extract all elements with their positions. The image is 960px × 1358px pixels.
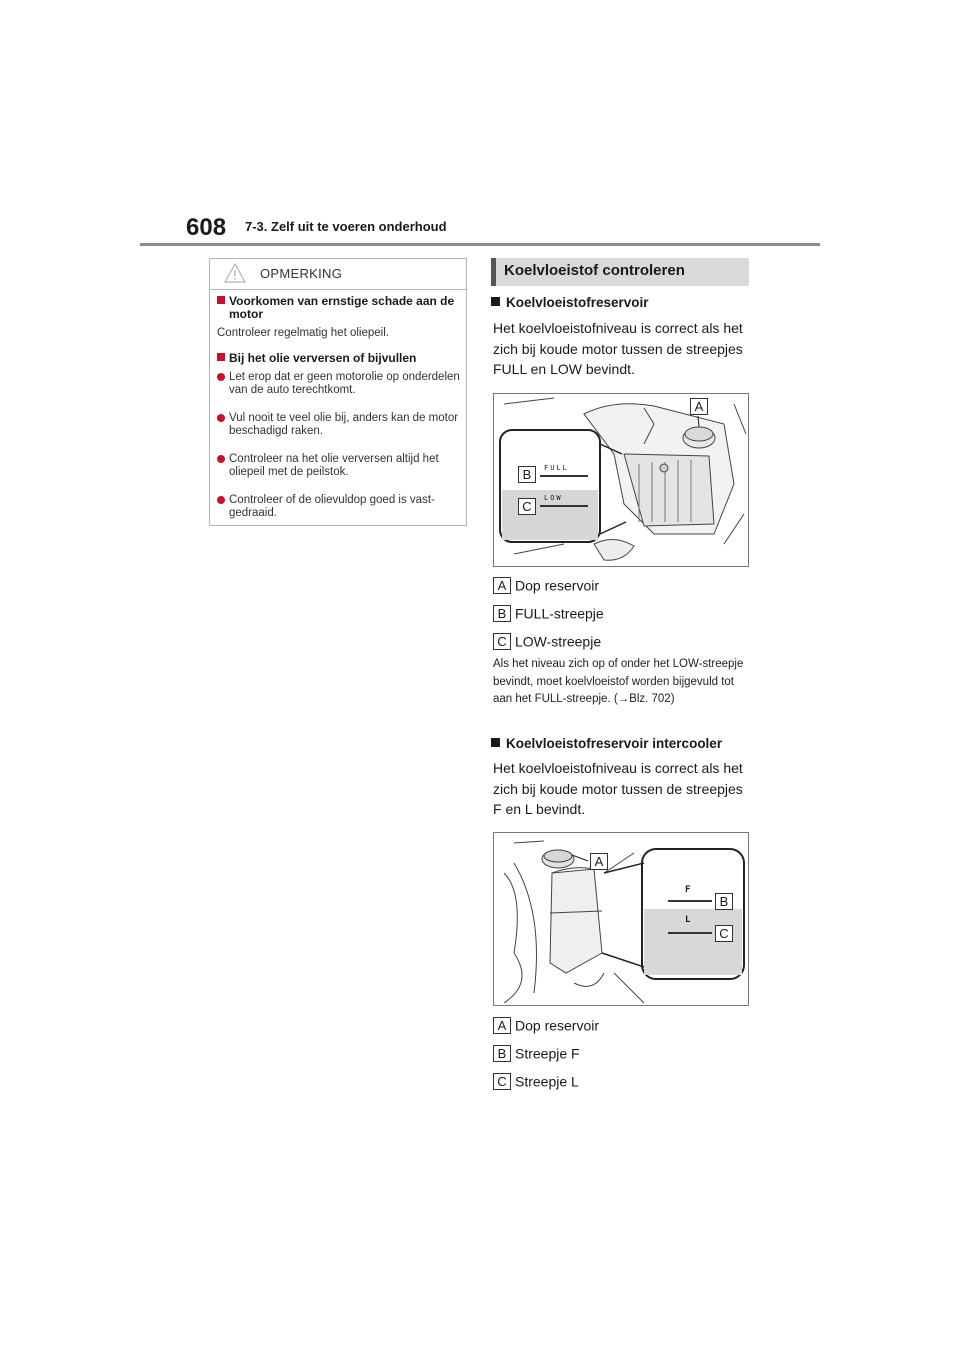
note-text: Als het niveau zich op of onder het LOW-streepje bevindt, moet koelvloeistof worden bijgevuld tot aan het FULL-streepje. (→Blz. 702) [493, 658, 744, 705]
f-mark-label: F [685, 885, 691, 895]
figure-intercooler-reservoir [493, 832, 749, 1006]
main-title-bar [491, 258, 749, 286]
l-mark-label: L [685, 915, 691, 925]
warning-triangle-icon [224, 263, 246, 283]
subheading-2: Koelvloeistofreservoir intercooler [491, 736, 722, 751]
figure2-tag-c: C [715, 925, 733, 942]
figure-tag-a: A [690, 398, 708, 415]
section-title: 7-3. Zelf uit te voeren onderhoud [245, 219, 447, 234]
header-rule [140, 243, 820, 246]
notice-bullet-3: Controleer na het olie verversen altijd het oliepeil met de peilstok. [217, 453, 463, 479]
notice-bullet-4: Controleer of de olievuldop goed is vast-gedraaid. [217, 494, 463, 520]
notice-bullet-2: Vul nooit te veel olie bij, anders kan de motor beschadigd raken. [217, 412, 463, 438]
red-dot-icon [217, 455, 225, 463]
red-square-marker-icon [217, 296, 225, 304]
main-title: Koelvloeistof controleren [504, 262, 685, 279]
subheading-1: Koelvloeistofreservoir [491, 295, 649, 310]
notice-bullet-1: Let erop dat er geen motorolie op onderdelen van de auto terechtkomt. [217, 371, 463, 397]
legend-c-1: C LOW-streepje [493, 632, 601, 650]
square-marker-icon [491, 297, 500, 306]
figure-tag-b: B [518, 466, 536, 483]
red-square-marker-icon [217, 353, 225, 361]
figure-tag-c: C [518, 498, 536, 515]
intercooler-reservoir-illustration [494, 833, 749, 1006]
body-text-2: Het koelvloeistofniveau is correct als het zich bij koude motor tussen de streepjes F en L bevindt. [493, 760, 743, 817]
notice-box [209, 258, 467, 526]
legend-a-1: A Dop reservoir [493, 576, 599, 594]
body-text-1: Het koelvloeistofniveau is correct als het zich bij koude motor tussen de streepjes FULL en LOW bevindt. [493, 320, 743, 377]
legend-c-2: C Streepje L [493, 1072, 579, 1090]
red-dot-icon [217, 414, 225, 422]
legend-b-2: B Streepje F [493, 1044, 580, 1062]
figure-coolant-reservoir [493, 393, 749, 567]
notice-title: OPMERKING [260, 266, 343, 281]
notice-header [210, 259, 466, 290]
square-marker-icon [491, 738, 500, 747]
page-number: 608 [186, 214, 227, 241]
red-dot-icon [217, 373, 225, 381]
legend-b-1: B FULL-streepje [493, 604, 604, 622]
notice-heading-1: Voorkomen van ernstige schade aan de motor [217, 295, 463, 321]
low-mark-label: LOW [544, 494, 563, 502]
notice-text-1: Controleer regelmatig het oliepeil. [217, 327, 389, 339]
legend-a-2: A Dop reservoir [493, 1016, 599, 1034]
figure2-tag-b: B [715, 893, 733, 910]
notice-heading-2: Bij het olie verversen of bijvullen [217, 352, 463, 365]
full-mark-label: FULL [544, 464, 569, 472]
figure2-tag-a: A [590, 853, 608, 870]
red-dot-icon [217, 496, 225, 504]
